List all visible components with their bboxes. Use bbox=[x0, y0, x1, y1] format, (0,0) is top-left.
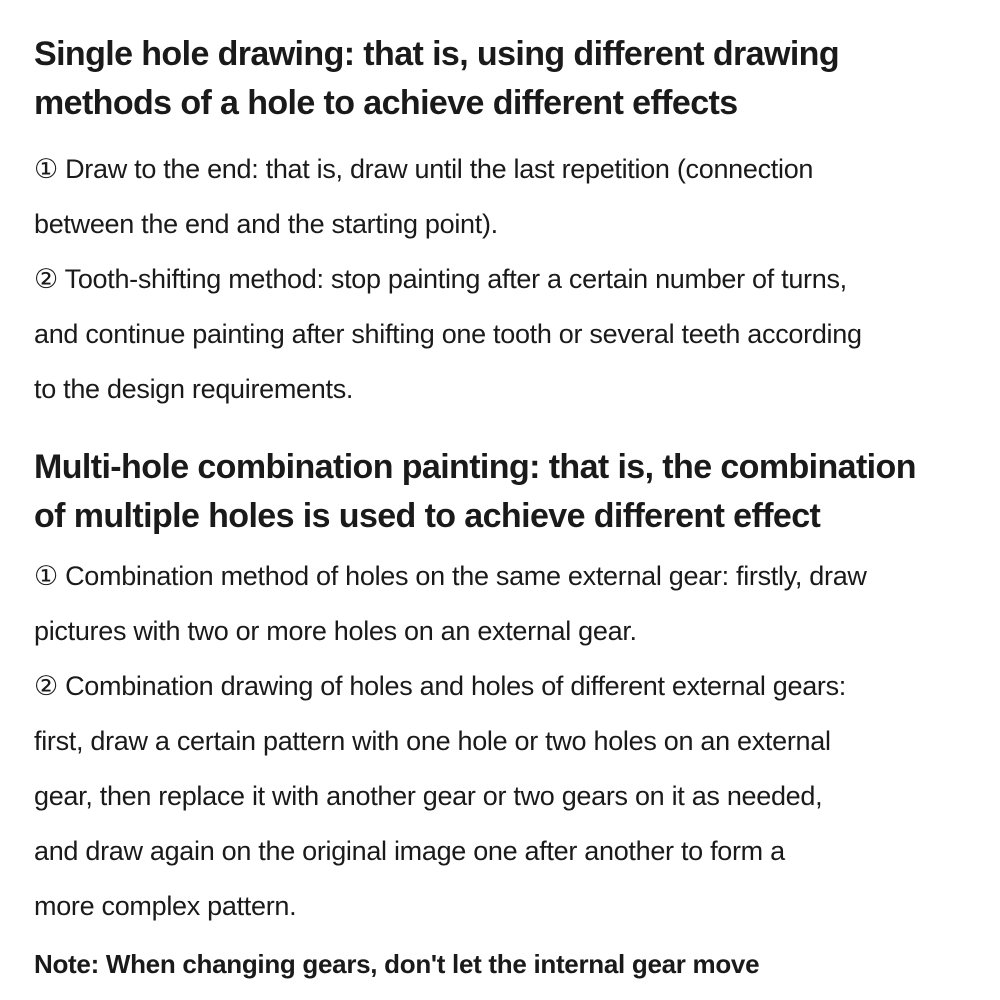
paragraph-different-gears-combination bbox=[34, 659, 966, 934]
text-line: gear, then replace it with another gear or two gears on it as needed, bbox=[34, 781, 823, 811]
paragraph-same-gear-combination bbox=[34, 549, 966, 659]
text-line: between the end and the starting point). bbox=[34, 209, 498, 239]
text-line: to the design requirements. bbox=[34, 374, 354, 404]
paragraph-tooth-shifting bbox=[34, 252, 966, 417]
text-line: ② Combination drawing of holes and holes of different external gears: bbox=[34, 671, 847, 701]
text-line: and draw again on the original image one after another to form a bbox=[34, 836, 785, 866]
text-line: more complex pattern. bbox=[34, 891, 297, 921]
text-line: and continue painting after shifting one tooth or several teeth according bbox=[34, 319, 862, 349]
section-heading-multi-hole bbox=[34, 443, 966, 541]
text-line: ① Combination method of holes on the same external gear: firstly, draw bbox=[34, 561, 867, 591]
text-line: Single hole drawing: that is, using different drawing bbox=[34, 35, 840, 73]
text-line: methods of a hole to achieve different effects bbox=[34, 84, 738, 122]
text-line: ① Draw to the end: that is, draw until the last repetition (connection bbox=[34, 154, 814, 184]
text-line: Multi-hole combination painting: that is, the combination bbox=[34, 448, 916, 486]
text-line: of multiple holes is used to achieve different effect bbox=[34, 497, 821, 535]
paragraph-draw-to-end bbox=[34, 142, 966, 252]
text-line: pictures with two or more holes on an external gear. bbox=[34, 616, 637, 646]
text-line: first, draw a certain pattern with one hole or two holes on an external bbox=[34, 726, 831, 756]
section-heading-single-hole bbox=[34, 30, 966, 128]
text-line: ② Tooth-shifting method: stop painting after a certain number of turns, bbox=[34, 264, 847, 294]
note-text: Note: When changing gears, don't let the internal gear move bbox=[34, 949, 760, 979]
